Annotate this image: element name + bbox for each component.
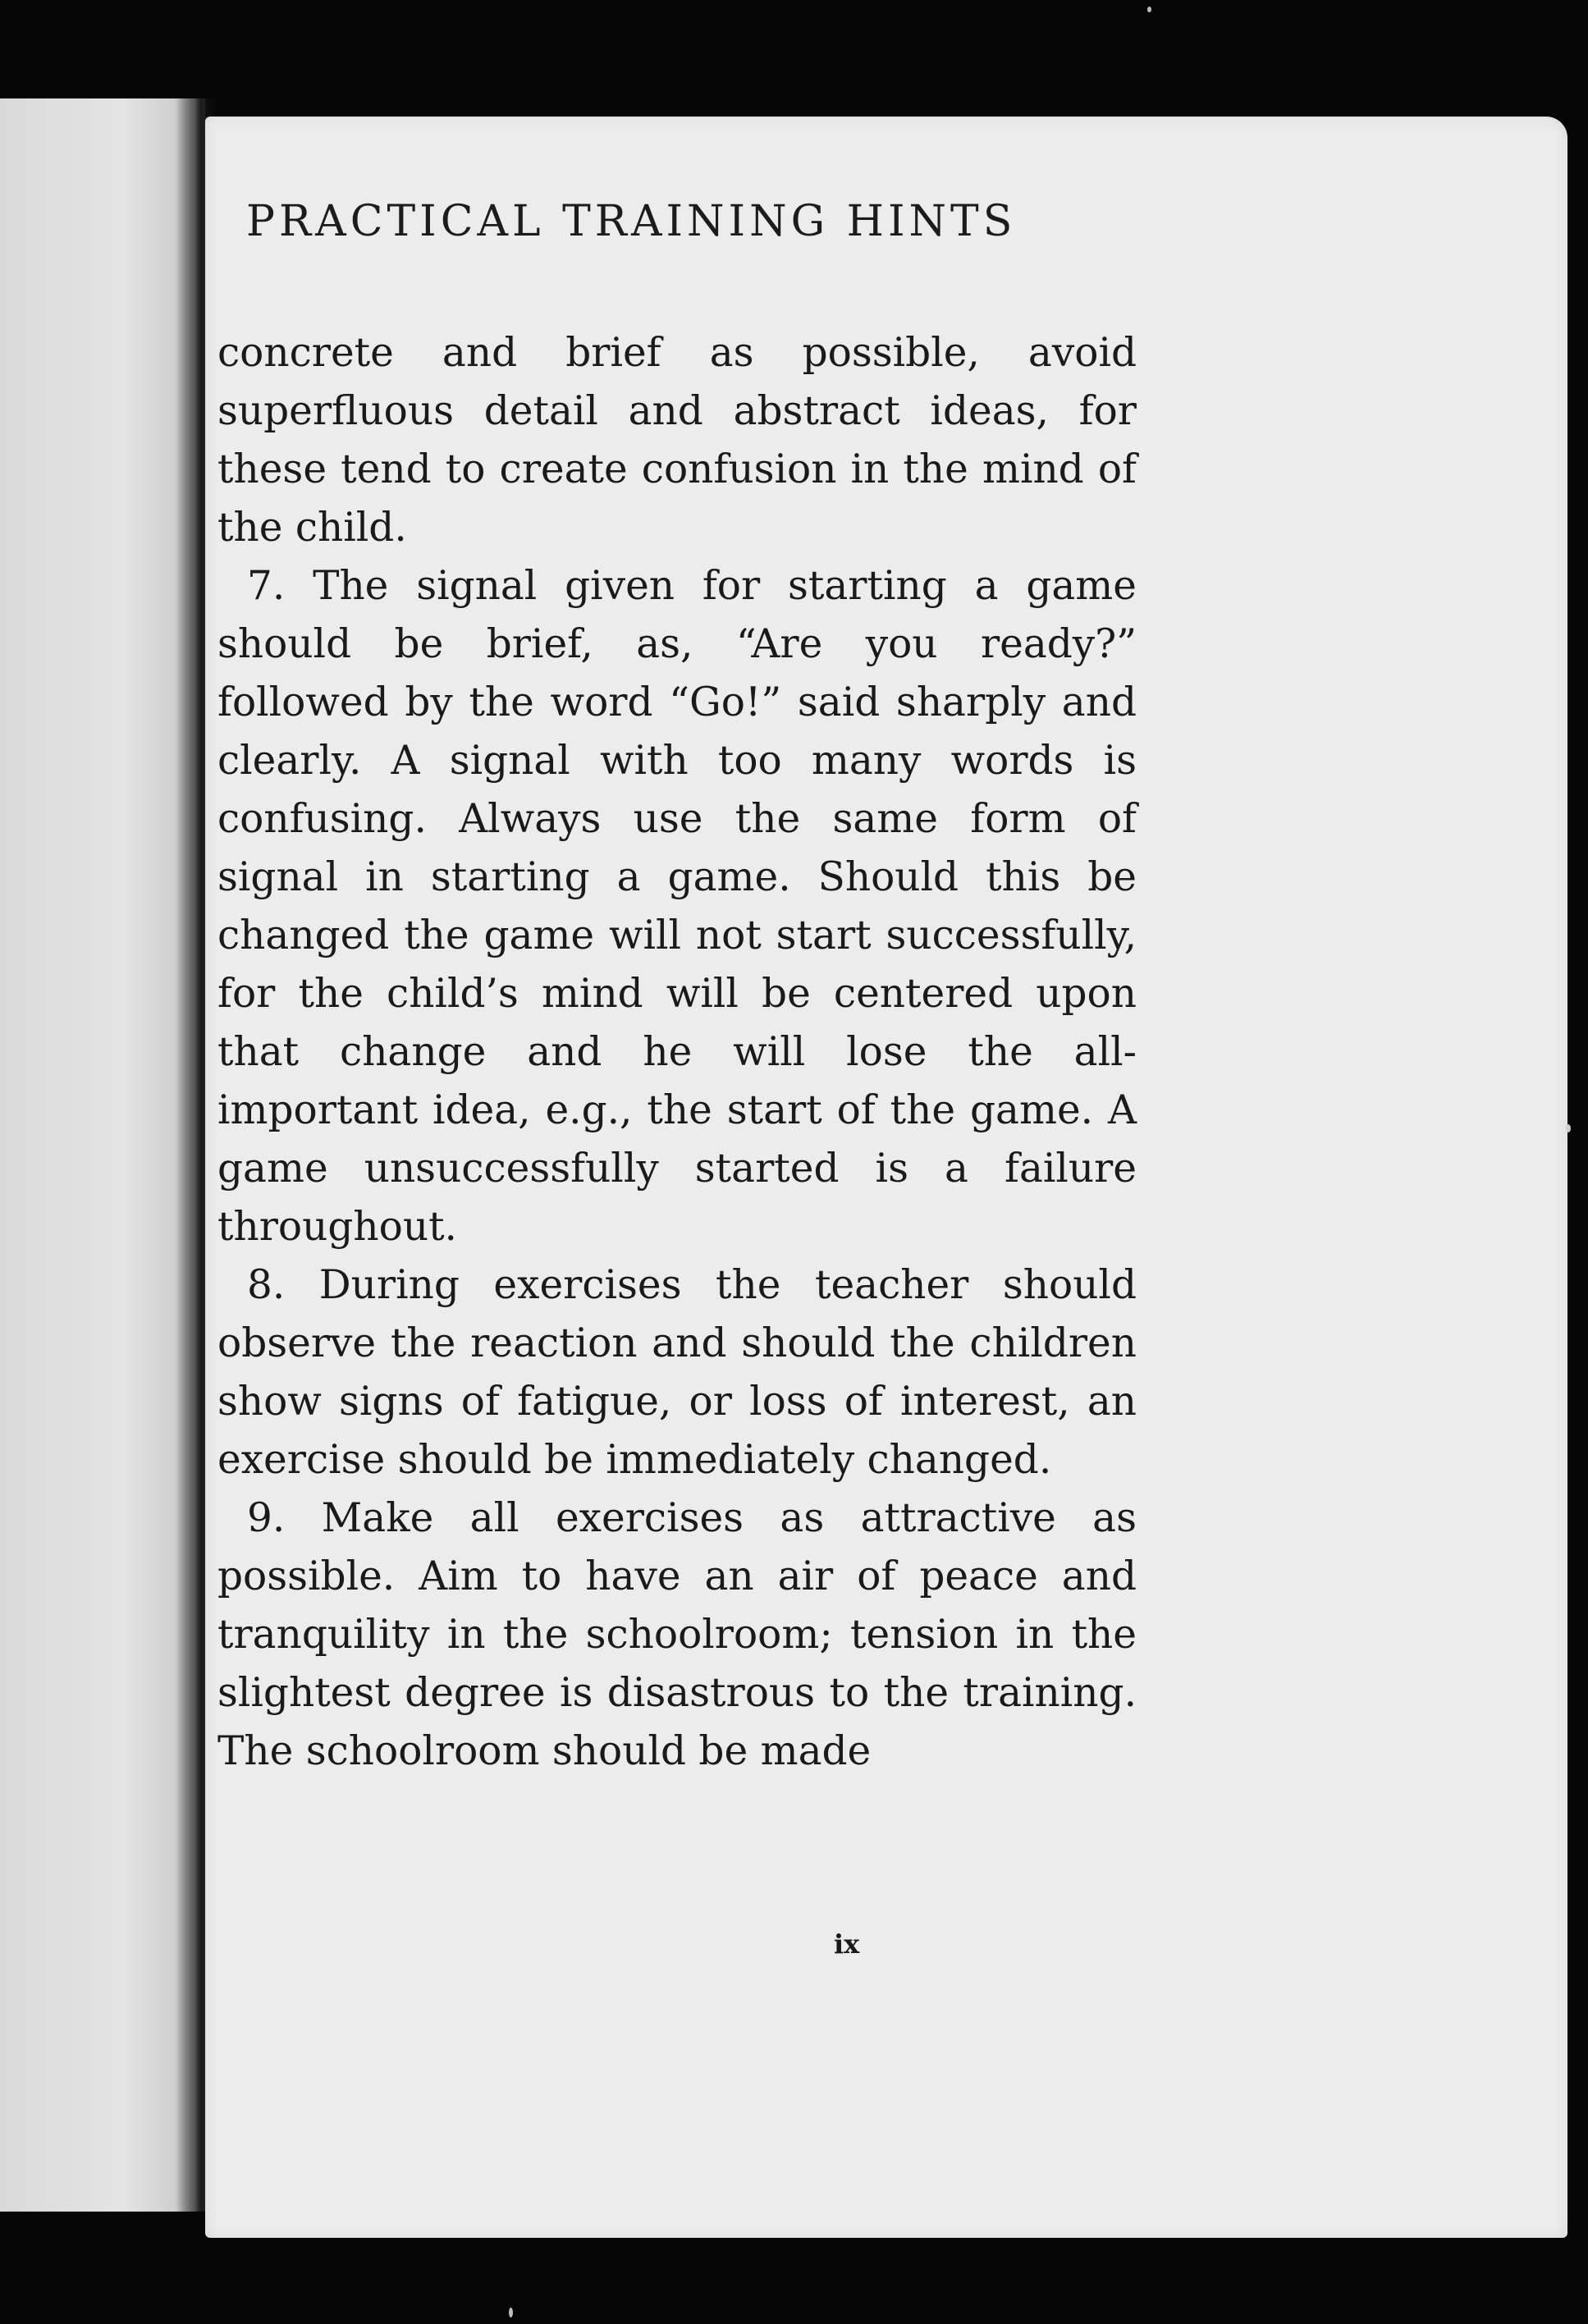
left-page-edge	[0, 98, 205, 2212]
scan-speck	[509, 2308, 513, 2317]
running-head: PRACTICAL TRAINING HINTS	[246, 197, 1017, 246]
scan-speck	[1147, 7, 1151, 12]
paragraph-7: 7. The signal given for starting a game should be brief, as, “Are you ready?” followed by the word “Go!” said sharply and clearly. A signal with too many words is confusing. Always use the same form of signal in starting a game. Should this be changed the game will not start successfully, for the child’s mind will be centered upon that change and he will lose the all-important idea, e.g., the start of the game. A game unsuccessfully started is a failure throughout.	[217, 563, 1137, 1250]
paragraph-9: 9. Make all exercises as attractive as possible. Aim to have an air of peace and tranquility in the schoolroom; tension in the slightest degree is disastrous to the training. The schoolroom should be made	[217, 1495, 1137, 1774]
body-text	[217, 324, 1137, 1781]
page-number: ix	[834, 1928, 860, 1960]
paragraph-8: 8. During exercises the teacher should observe the reaction and should the children show signs of fatigue, or loss of interest, an exercise should be immediately changed.	[217, 1262, 1137, 1483]
paragraph-continuation: concrete and brief as possible, avoid superfluous detail and abstract ideas, for these tend to create confusion in the mind of the child.	[217, 330, 1137, 551]
scan-speck	[1566, 1124, 1571, 1132]
